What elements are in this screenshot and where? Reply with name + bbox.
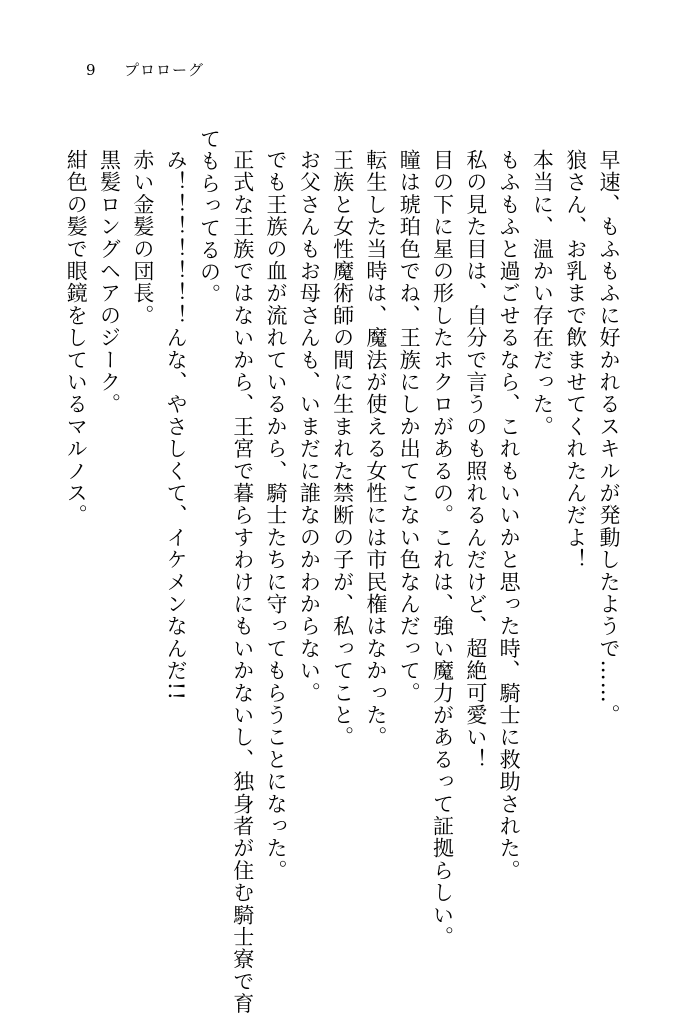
text-line-continuation: てもらってるの。: [197, 128, 222, 306]
text-line: お父さんもお母さんも、いまだに誰なのかわからない。: [297, 149, 322, 704]
text-line: 瞳は琥珀色でね、王族にしか出てこない色なんだって。: [397, 149, 422, 704]
vertical-body-text: [59, 128, 625, 1015]
page-header: [86, 58, 204, 82]
text-line: 本当に、温かい存在だった。: [530, 149, 555, 438]
text-line: でも王族の血が流れているから、騎士たちに守ってもらうことになった。: [264, 149, 289, 882]
text-line: 早速、もふもふに好かれるスキルが発動したようで……。: [597, 149, 621, 727]
chapter-title: プロローグ: [124, 60, 205, 79]
text-line: 目の下に星の形したホクロがあるの。これは、強い魔力があるって証拠らしい。: [430, 149, 455, 949]
text-line: み！！！！！！！んな、やさしくて、イケメンなんだ!!: [164, 149, 189, 702]
text-line: 黒髪ロングヘアのジーク。: [97, 149, 122, 416]
text-line: 王族と女性魔術師の間に生まれた禁断の子が、私ってこと。: [330, 149, 355, 749]
text-line: 私の見た目は、自分で言うのも照れるんだけど、超絶可愛い！: [463, 149, 488, 771]
text-line: もふもふと過ごせるなら、これもいいかと思った時、騎士に救助された。: [497, 149, 522, 882]
text-line: 赤い金髪の団長。: [130, 149, 155, 327]
text-line: 転生した当時は、魔法が使える女性には市民権はなかった。: [363, 149, 388, 749]
text-line: 正式な王族ではないから、王宮で暮らすわけにもいかないし、独身者が住む騎士寮で育: [230, 149, 255, 1015]
text-line: 紺色の髪で眼鏡をしているマルノス。: [64, 149, 89, 527]
text-line: 狼さん、お乳まで飲ませてくれたんだよ！: [563, 149, 588, 571]
page-number: 9: [86, 60, 96, 79]
